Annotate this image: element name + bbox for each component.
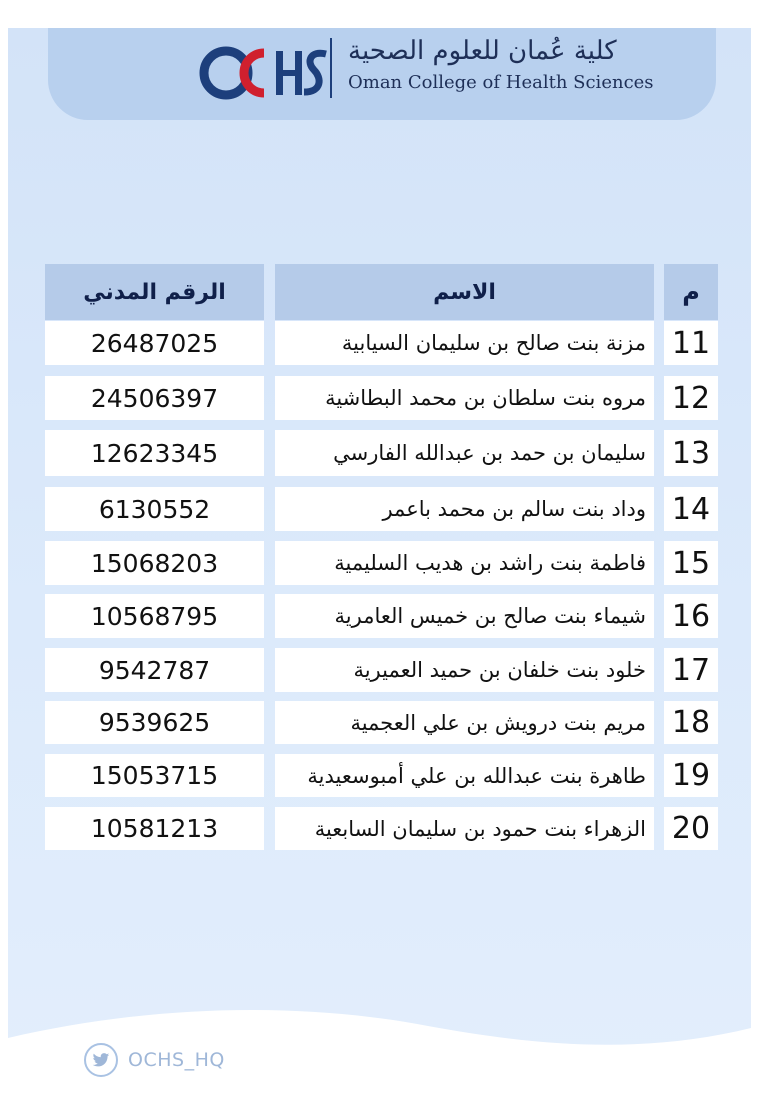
civil-id-cell: 6130552 <box>45 487 264 531</box>
civil-id-cell: 15068203 <box>45 541 264 585</box>
name-cell: وداد بنت سالم بن محمد باعمر <box>275 487 654 531</box>
civil-id-cell: 10581213 <box>45 807 264 850</box>
civil-id-cell: 9539625 <box>45 701 264 744</box>
name-cell: مروه بنت سلطان بن محمد البطاشية <box>275 376 654 420</box>
name-cell: مريم بنت درويش بن علي العجمية <box>275 701 654 744</box>
civil-id-cell: 26487025 <box>45 321 264 365</box>
civil-id-cell: 9542787 <box>45 648 264 692</box>
row-number-cell: 20 <box>664 807 718 850</box>
college-logo <box>198 40 330 106</box>
announcement-card <box>8 28 751 1106</box>
row-number-cell: 16 <box>664 594 718 638</box>
header-band <box>48 28 716 120</box>
civil-id-cell: 15053715 <box>45 754 264 797</box>
name-cell: طاهرة بنت عبدالله بن علي أمبوسعيدية <box>275 754 654 797</box>
name-cell: الزهراء بنت حمود بن سليمان السابعية <box>275 807 654 850</box>
row-number-cell: 15 <box>664 541 718 585</box>
twitter-handle[interactable]: OCHS_HQ <box>128 1049 225 1071</box>
college-name-arabic: كلية عُمان للعلوم الصحية <box>348 36 617 66</box>
row-number-cell: 13 <box>664 430 718 476</box>
row-number-cell: 14 <box>664 487 718 531</box>
row-number-cell: 18 <box>664 701 718 744</box>
name-cell: سليمان بن حمد بن عبدالله الفارسي <box>275 430 654 476</box>
name-cell: فاطمة بنت راشد بن هديب السليمية <box>275 541 654 585</box>
footer <box>84 1043 225 1077</box>
civil-id-header: الرقم المدني <box>45 264 264 320</box>
twitter-icon[interactable] <box>84 1043 118 1077</box>
name-header: الاسم <box>275 264 654 320</box>
civil-id-cell: 10568795 <box>45 594 264 638</box>
row-number-cell: 11 <box>664 321 718 365</box>
logo-divider <box>330 38 332 98</box>
row-number-cell: 19 <box>664 754 718 797</box>
civil-id-cell: 24506397 <box>45 376 264 420</box>
row-number-cell: 12 <box>664 376 718 420</box>
college-name-english: Oman College of Health Sciences <box>348 72 654 93</box>
number-header: م <box>664 264 718 320</box>
name-cell: خلود بنت خلفان بن حميد العميرية <box>275 648 654 692</box>
row-number-cell: 17 <box>664 648 718 692</box>
name-cell: شيماء بنت صالح بن خميس العامرية <box>275 594 654 638</box>
civil-id-cell: 12623345 <box>45 430 264 476</box>
name-cell: مزنة بنت صالح بن سليمان السيابية <box>275 321 654 365</box>
